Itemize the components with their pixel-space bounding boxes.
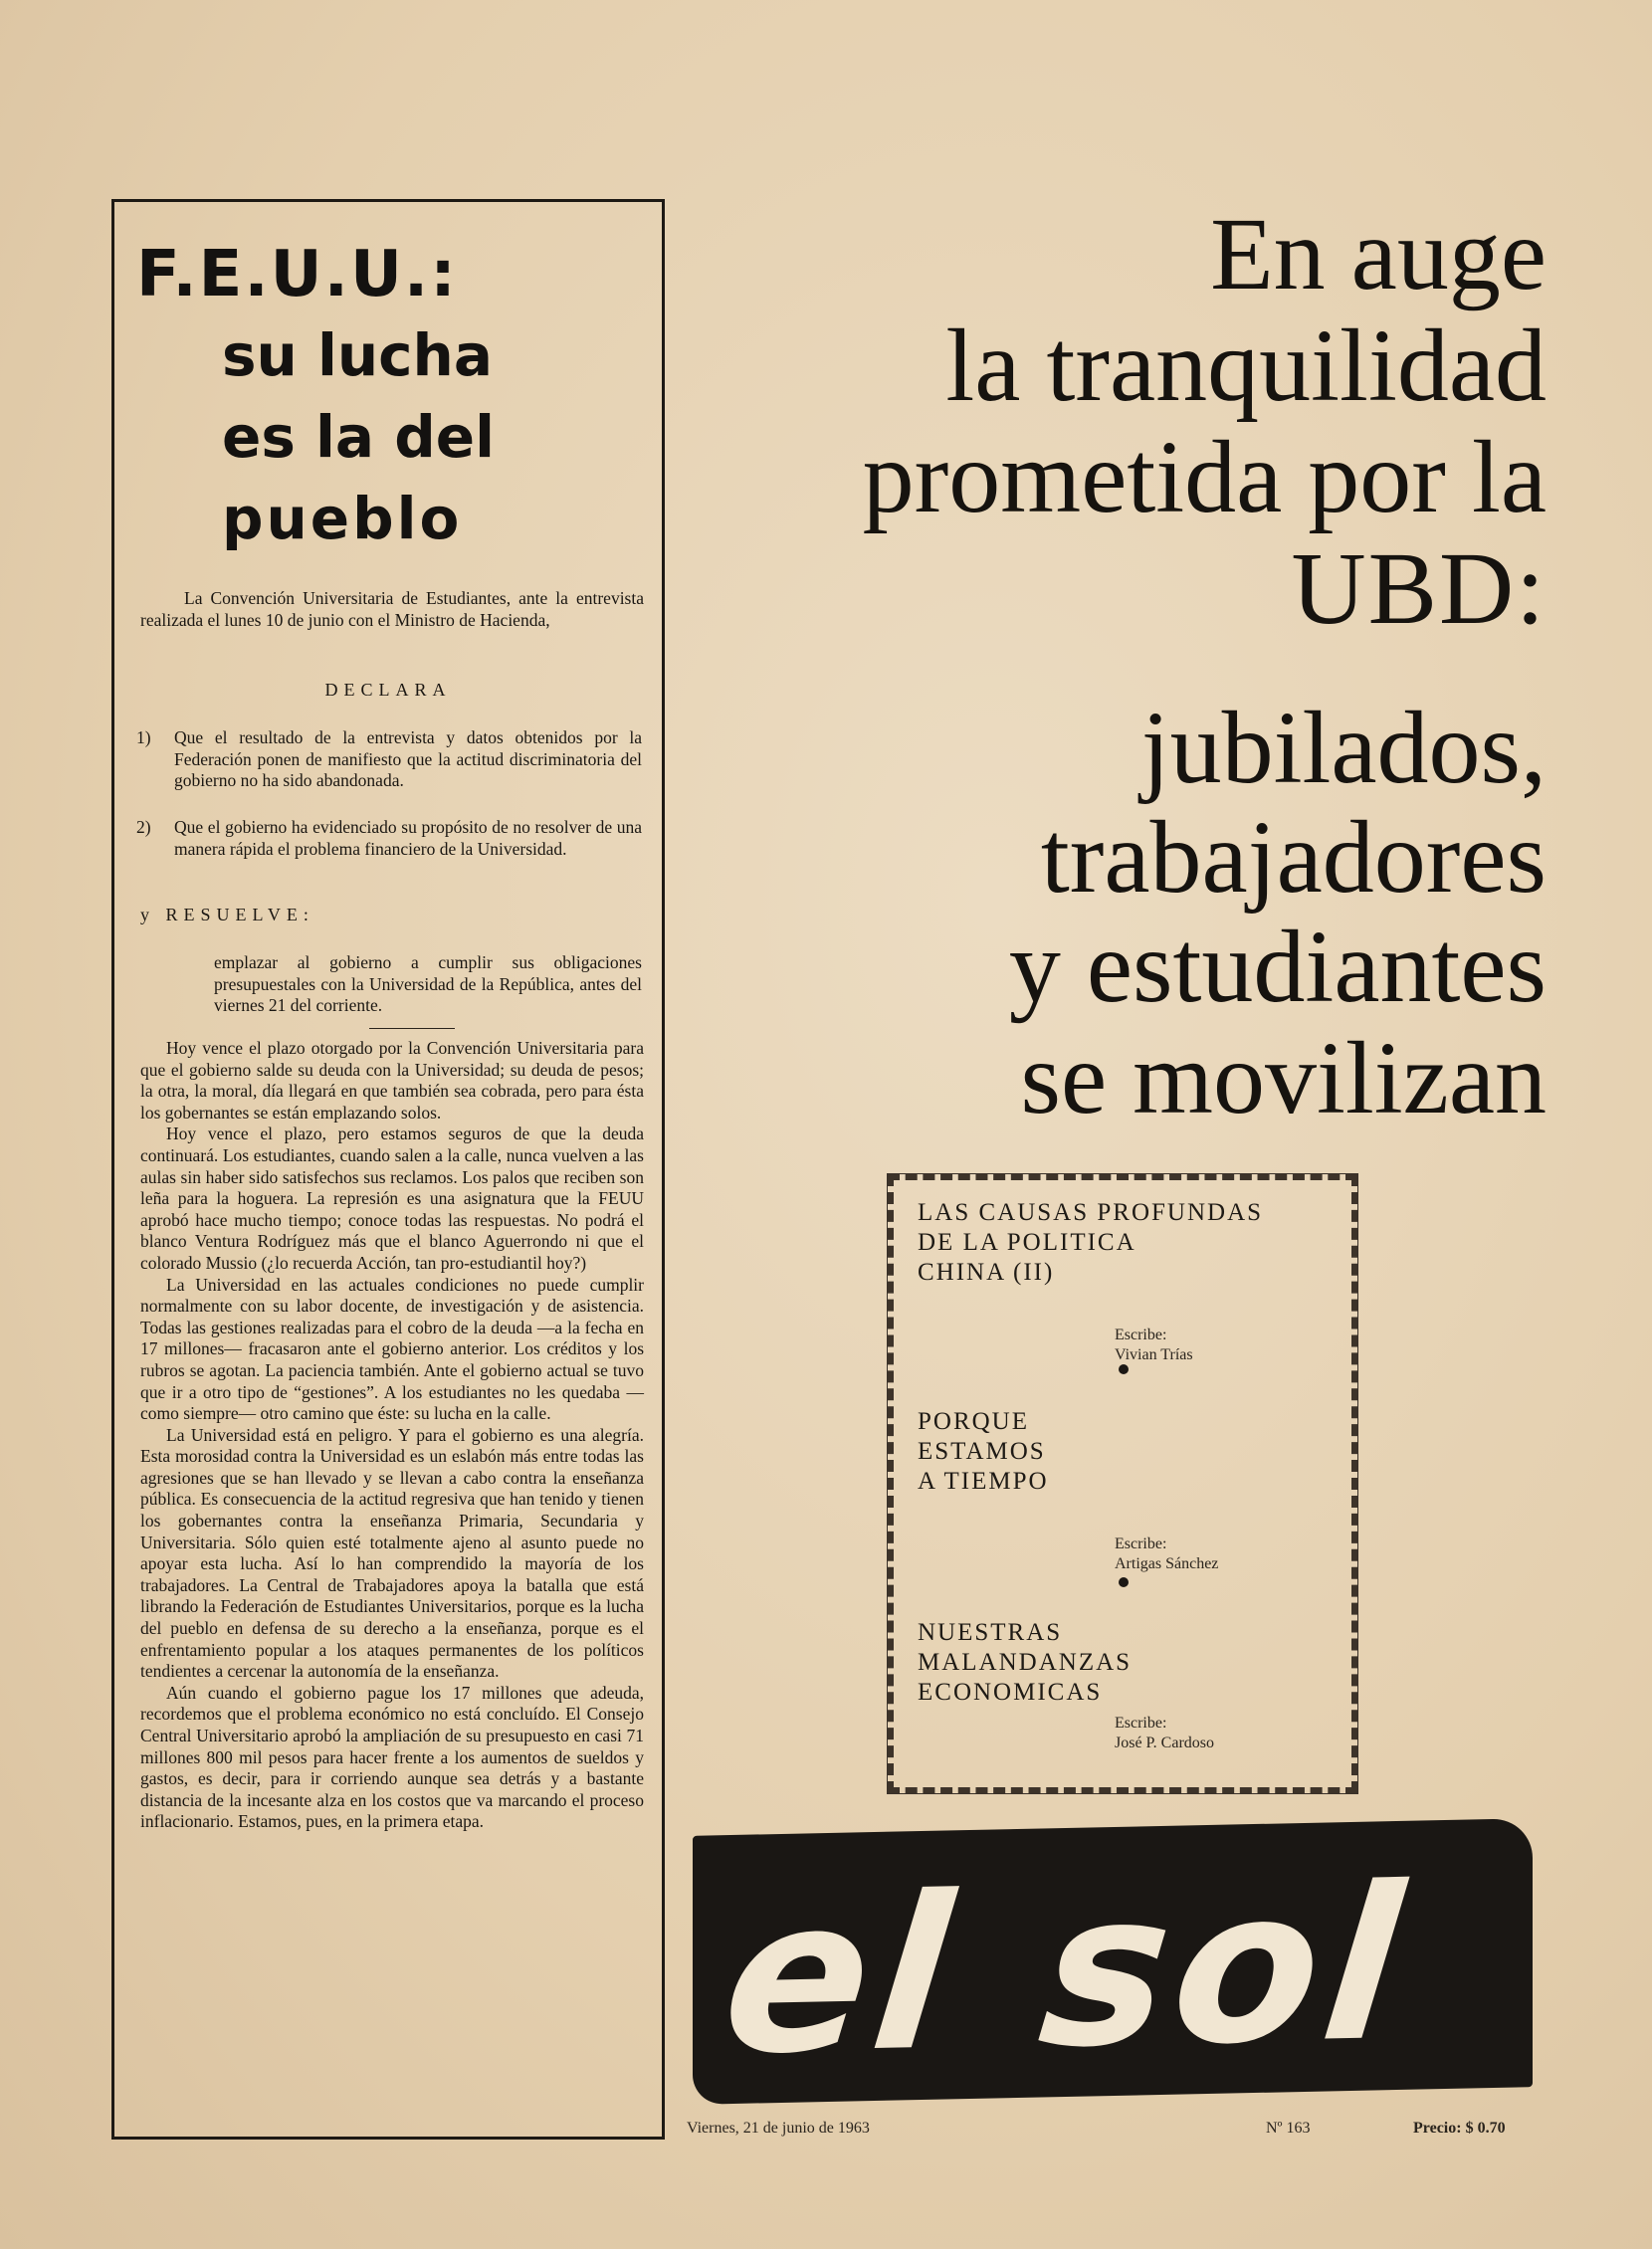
declaration-item-1: [136, 727, 642, 792]
bullet-dot: [1119, 1364, 1129, 1374]
headline-line-1: F.E.U.U.:: [136, 238, 458, 311]
byline-label: Escribe:: [1115, 1715, 1167, 1732]
section-title-line: ESTAMOS: [918, 1438, 1046, 1465]
item-number: 1): [136, 727, 151, 747]
contents-box: [888, 1174, 1357, 1793]
bullet-dot: [1119, 1577, 1129, 1587]
el-sol-logo: [693, 1818, 1533, 2105]
article-paragraph: Hoy vence el plazo, pero estamos seguros de que la deuda continuará. Los estudiantes, cuando salen a la calle, nunca vuelven a las aulas sin haber sido satisfechos sus reclamos. Los palos que reciben son leña para la hoguera. La represión es una asignatura que la FEUU aprobó hace mucho tiempo; conoce todas las respuestas. No podrá el blanco Ventura Rodríguez más que el blanco Aguerrondo ni que el colorado Mussio (¿lo recuerda Acción, tan pro-estudiantil hoy?): [140, 1124, 644, 1273]
byline-author: José P. Cardoso: [1115, 1735, 1215, 1751]
resuelve-heading: y RESUELVE:: [140, 905, 314, 924]
article-body: [140, 1038, 644, 1833]
item-text: Que el resultado de la entrevista y datos obtenidos por la Federación ponen de manifiesto que la actitud discriminatoria del gobierno no ha sido abandonada.: [174, 727, 642, 791]
section-byline: [1115, 1714, 1214, 1753]
contents-section-3: [918, 1618, 1336, 1751]
feuu-article-box: [111, 199, 665, 2140]
section-title-line: LAS CAUSAS PROFUNDAS: [918, 1199, 1264, 1226]
headline-line-2: su lucha: [222, 321, 493, 389]
issue-price: Precio: $ 0.70: [1413, 2120, 1506, 2137]
item-text: Que el gobierno ha evidenciado su propósito de no resolver de una manera rápida el problema financiero de la Universidad.: [174, 817, 642, 859]
contents-section-1: [918, 1198, 1336, 1363]
main-headline-line: jubilados,: [1140, 691, 1547, 805]
section-title-line: CHINA (II): [918, 1259, 1055, 1286]
main-headline-line: la tranquilidad: [945, 308, 1547, 423]
headline-line-3: es la del: [222, 403, 495, 471]
section-byline: [1115, 1326, 1193, 1365]
article-paragraph: La Universidad está en peligro. Y para el gobierno es una alegría. Esta morosidad contra la Universidad es un eslabón más entre todas las agresiones que se han llevado y se llevan a cabo contra la enseñanza pública. Es consecuencia de la actitud regresiva que han tenido y tienen los gobernantes contra la enseñanza Primaria, Secundaria y Universitaria. Sólo quien esté totalmente ajeno al asunto puede no apoyar esta lucha. Así lo han comprendido la mayoría de los trabajadores. La Central de Trabajadores apoya la batalla que está librando la Federación de Estudiantes Universitarios, porque es la lucha del pueblo en defensa de su derecho a la enseñanza, porque es el enfrentamiento popular a los ataques permanentes de los políticos tendientes a cercenar la autonomía de la enseñanza.: [140, 1424, 644, 1682]
main-headline-line: trabajadores: [1040, 800, 1547, 915]
section-title-line: NUESTRAS: [918, 1619, 1063, 1646]
main-headline-line: prometida por la: [862, 420, 1547, 534]
issue-date: Viernes, 21 de junio de 1963: [687, 2120, 870, 2137]
item-number: 2): [136, 817, 151, 837]
divider: [369, 1028, 455, 1029]
contents-section-2: [918, 1407, 1336, 1572]
declaration-item-2: [136, 817, 642, 860]
byline-label: Escribe:: [1115, 1327, 1167, 1343]
section-title-line: ECONOMICAS: [918, 1679, 1103, 1706]
article-intro: La Convención Universitaria de Estudiantes, ante la entrevista realizada el lunes 10 de junio con el Ministro de Hacienda,: [140, 588, 644, 630]
byline-author: Vivian Trías: [1115, 1346, 1193, 1363]
main-headline-line: UBD:: [1291, 531, 1547, 646]
logo-wordmark: [714, 1840, 1515, 2102]
resuelve-body: emplazar al gobierno a cumplir sus obligaciones presupuestales con la Universidad de la República, antes del viernes 21 del corriente.: [214, 952, 642, 1016]
section-title-line: MALANDANZAS: [918, 1649, 1133, 1676]
main-headline-line: se movilizan: [1020, 1021, 1547, 1135]
article-paragraph: Aún cuando el gobierno pague los 17 millones que adeuda, recordemos que el problema económico no está concluído. El Consejo Central Universitario aprobó la ampliación de su presupuesto en casi 71 millones 800 mil pesos para hacer frente a los aumentos de sueldos y gastos, es decir, para ir corriendo aunque sea detrás y a bastante distancia de la incesante alza en los costos que va marcando el proceso inflacionario. Estamos, pues, en la primera etapa.: [140, 1682, 644, 1832]
section-title-line: PORQUE: [918, 1408, 1030, 1435]
issue-number: Nº 163: [1266, 2120, 1311, 2137]
byline-label: Escribe:: [1115, 1535, 1167, 1552]
main-headline-line: y estudiantes: [1008, 910, 1547, 1024]
section-byline: [1115, 1534, 1218, 1574]
article-paragraph: Hoy vence el plazo otorgado por la Convención Universitaria para que el gobierno salde su deuda con la Universidad; su deuda de pesos; la otra, la moral, día llegará en que también sea cobrada, pero para ésta los gobernantes se están emplazando solos.: [140, 1038, 644, 1123]
article-paragraph: La Universidad en las actuales condiciones no puede cumplir normalmente con su labor docente, de investigación y de asistencia. Todas las gestiones realizadas para el cobro de la deuda —a la fecha en 17 millones— fracasaron ante el gobierno anterior. Los créditos y los rubros se agotan. La paciencia también. Ante el gobierno actual se tuvo que ir a otro tipo de “gestiones”. A los estudiantes no les quedaba —como siempre— otro camino que éste: su lucha en la calle.: [140, 1274, 644, 1424]
byline-author: Artigas Sánchez: [1115, 1555, 1219, 1572]
logo-word-1: el: [714, 1850, 967, 2102]
section-title-line: A TIEMPO: [918, 1468, 1049, 1495]
headline-line-4: pueblo: [222, 485, 463, 552]
logo-word-2: sol: [1030, 1840, 1417, 2095]
section-title-line: DE LA POLITICA: [918, 1229, 1136, 1256]
main-headline-line: En auge: [1210, 197, 1547, 311]
declara-heading: DECLARA: [324, 680, 452, 700]
